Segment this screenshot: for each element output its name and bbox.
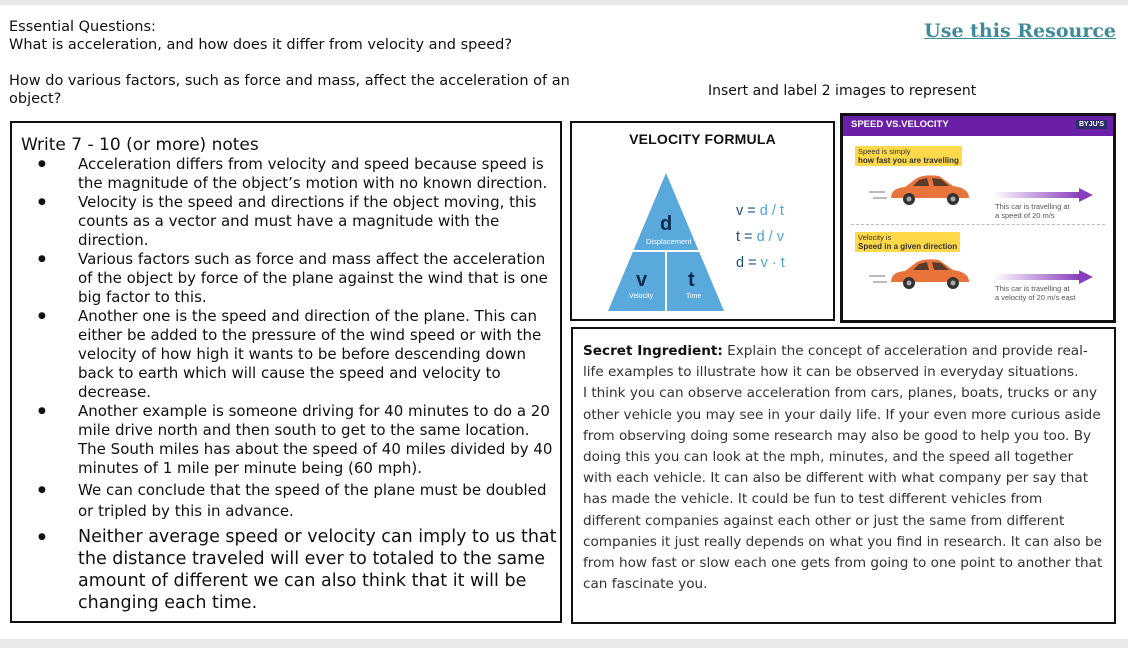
essential-heading: Essential Questions: (9, 19, 156, 35)
triangle-t: t (688, 269, 695, 291)
notes-box[interactable] (10, 121, 562, 623)
section-divider (851, 224, 1105, 225)
note-item: ● Neither average speed or velocity can imply to us that the distance traveled will ever to totaled to the same amount of different we can also think that it will be changing each time. (78, 526, 558, 614)
question-1: What is acceleration, and how does it differ from velocity and speed? (9, 37, 513, 53)
note-item: ● Another one is the speed and direction of the plane. This can either be added to the pressure of the wind speed or with the velocity of how high it wants to be before descending down back to earth which will cause the speed and velocity to decrease. (78, 307, 558, 402)
question-2-line-2: object? (9, 91, 62, 107)
formula-displacement: d = v · t (736, 255, 785, 271)
notes-list (12, 155, 558, 614)
car-velocity-icon (869, 256, 979, 292)
note-item: ● Velocity is the speed and directions if the object moving, this counts as a vector and must have a magnitude with the direction. (78, 193, 558, 250)
speed-velocity-banner (843, 116, 1113, 136)
triangle-d: d (660, 213, 673, 235)
speed-caption: This car is travelling at a speed of 20 m/s (995, 202, 1070, 220)
speed-vs-velocity-image[interactable] (840, 113, 1116, 323)
speed-arrow-icon (993, 188, 1093, 202)
car-speed-icon (869, 172, 979, 208)
formula-velocity: v = d / t (736, 203, 784, 219)
velocity-caption: This car is travelling at a velocity of 20 m/s east (995, 284, 1076, 302)
formula-time: t = d / v (736, 229, 784, 245)
secret-ingredient-box[interactable] (571, 327, 1116, 624)
speed-definition: Speed is simply how fast you are travelling (855, 146, 962, 166)
note-item: ● We can conclude that the speed of the plane must be doubled or tripled by this in advance. (78, 480, 558, 522)
question-2-line-1: How do various factors, such as force and mass, affect the acceleration of an (9, 73, 570, 89)
essential-questions (9, 18, 570, 108)
note-item: ● Another example is someone driving for 40 minutes to do a 20 mile drive north and then south to get to the same location. The South miles has about the speed of 40 miles divided by 40 minutes of 1 mile per minute being (60 mph). (78, 402, 558, 478)
velocity-definition: Velocity is Speed in a given direction (855, 232, 960, 252)
triangle-v: v (636, 269, 648, 291)
secret-ingredient-label: Secret Ingredient: (583, 343, 723, 359)
triangle-d-label: Displacement (646, 237, 692, 246)
note-item: ● Acceleration differs from velocity and speed because speed is the magnitude of the object’s motion with no known direction. (78, 155, 558, 193)
triangle-t-label: Time (686, 293, 702, 300)
velocity-arrow-icon (993, 270, 1093, 284)
velocity-formula-title: VELOCITY FORMULA (629, 131, 776, 147)
secret-ingredient-text (583, 341, 1103, 595)
secret-ingredient-answer: I think you can observe acceleration from cars, planes, boats, trucks or any other vehicle you may see in your daily life. If your even more curious aside from observing doing some research may also be good to help you too. By doing this you can look at the mph, minutes, and the speed all together with each vehicle. It can also be different with what company per say that has made the vehicle. It could be fun to test different vehicles from different companies against each other or just the same from different companies it just really depends on what you find in research. It can also be from how fast or slow each one gets from going to one point to another that can fascinate you. (583, 385, 1103, 593)
secret-ingredient-prompt: Explain the concept of acceleration and provide real-life examples to illustrate how it can be observed in everyday situations. (583, 343, 1088, 381)
velocity-formula-image[interactable] (570, 121, 835, 321)
note-item: ● Various factors such as force and mass affect the acceleration of the object by force of the plane against the wind that is one big factor to this. (78, 250, 558, 307)
notes-title: Write 7 - 10 (or more) notes (21, 135, 259, 155)
triangle-v-label: Velocity (629, 293, 654, 300)
insert-images-label: Insert and label 2 images to represent (708, 83, 977, 99)
byjus-logo: BYJU'S (1076, 120, 1107, 129)
speed-velocity-title: SPEED VS.VELOCITY (851, 119, 949, 130)
slide (0, 5, 1128, 639)
use-resource-link[interactable]: Use this Resource (924, 20, 1116, 42)
